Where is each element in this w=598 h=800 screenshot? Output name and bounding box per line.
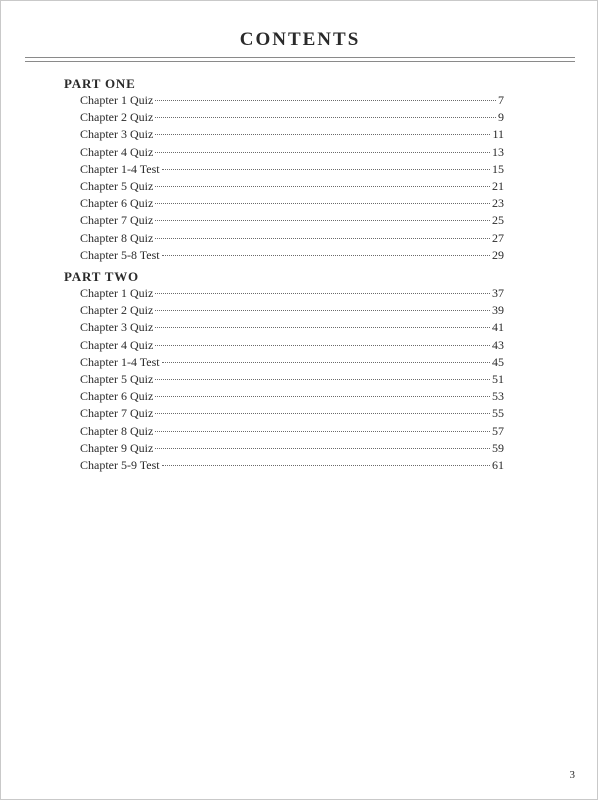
dot-leader: [155, 152, 490, 153]
dot-leader: [155, 238, 490, 239]
toc-entry: [64, 247, 504, 264]
page-title: CONTENTS: [239, 29, 361, 50]
toc-entry-label: Chapter 1 Quiz: [80, 93, 154, 107]
toc-entry-label: Chapter 1 Quiz: [80, 286, 154, 300]
toc-entry-label: Chapter 6 Quiz: [80, 389, 154, 404]
toc-entry: [64, 354, 504, 371]
toc-entry-page: 15: [492, 161, 504, 176]
title-rule-bottom: [25, 61, 575, 62]
toc-entry-label: Chapter 7 Quiz: [80, 406, 154, 421]
toc-entry-label: Chapter 3 Quiz: [80, 127, 154, 142]
toc-entry-label: Chapter 2 Quiz: [80, 110, 154, 125]
toc-entry-label: Chapter 1-4 Test: [80, 354, 160, 369]
dot-leader: [155, 134, 490, 135]
dot-leader: [162, 255, 490, 256]
dot-leader: [155, 310, 490, 311]
toc-entry-page: 55: [492, 406, 504, 421]
toc-entry: [64, 212, 504, 229]
toc-entry-label: Chapter 4 Quiz: [80, 337, 154, 352]
dot-leader: [155, 186, 490, 187]
toc-entry-page: 21: [492, 178, 504, 193]
toc-entry: [64, 319, 504, 336]
dot-leader: [162, 362, 490, 363]
toc-entry-label: Chapter 8 Quiz: [80, 423, 154, 438]
part-two-section: [64, 269, 504, 474]
dot-leader: [155, 203, 490, 204]
toc-entry-page: 9: [498, 110, 504, 125]
toc-entry-page: 57: [492, 423, 504, 438]
toc-entry: [64, 109, 504, 126]
toc-entry-page: 13: [492, 144, 504, 159]
toc-entry: [64, 285, 504, 302]
toc-entry-label: Chapter 3 Quiz: [80, 320, 154, 335]
toc-entry: [64, 337, 504, 354]
toc-entry-page: 25: [492, 213, 504, 228]
toc-entry: [64, 302, 504, 319]
toc-entry: [64, 161, 504, 178]
toc-list: [64, 92, 504, 264]
toc-entry-label: Chapter 5 Quiz: [80, 371, 154, 386]
toc-entry: [64, 144, 504, 161]
toc-entry: [64, 92, 504, 109]
toc-entry-label: Chapter 5 Quiz: [80, 178, 154, 193]
toc-list: [64, 285, 504, 474]
dot-leader: [155, 100, 496, 101]
toc-entry: [64, 440, 504, 457]
title-rule-top: [25, 57, 575, 58]
dot-leader: [162, 465, 490, 466]
toc-entry-label: Chapter 5-8 Test: [80, 247, 160, 262]
toc-entry-label: Chapter 5-9 Test: [80, 457, 160, 472]
toc-entry-page: 39: [492, 303, 504, 318]
dot-leader: [155, 431, 490, 432]
toc-entry-page: 45: [492, 354, 504, 369]
toc-entry-page: 7: [498, 93, 504, 107]
toc-entry-label: Chapter 4 Quiz: [80, 144, 154, 159]
dot-leader: [155, 117, 496, 118]
toc-entry: [64, 405, 504, 422]
dot-leader: [155, 327, 490, 328]
toc-entry-page: 41: [492, 320, 504, 335]
dot-leader: [155, 379, 490, 380]
dot-leader: [155, 413, 490, 414]
dot-leader: [162, 169, 490, 170]
dot-leader: [155, 345, 490, 346]
dot-leader: [155, 220, 490, 221]
toc-entry-page: 51: [492, 371, 504, 386]
toc-entry-page: 27: [492, 230, 504, 245]
toc-entry: [64, 178, 504, 195]
toc-entry: [64, 195, 504, 212]
toc-entry-label: Chapter 6 Quiz: [80, 196, 154, 211]
toc-entry-page: 53: [492, 389, 504, 404]
toc-entry-page: 29: [492, 247, 504, 262]
toc-entry-label: Chapter 8 Quiz: [80, 230, 154, 245]
toc-entry: [64, 423, 504, 440]
toc-entry: [64, 126, 504, 143]
dot-leader: [155, 396, 490, 397]
dot-leader: [155, 293, 490, 294]
toc-entry-page: 43: [492, 337, 504, 352]
toc-entry-page: 23: [492, 196, 504, 211]
toc-entry-label: Chapter 2 Quiz: [80, 303, 154, 318]
toc-entry-label: Chapter 7 Quiz: [80, 213, 154, 228]
toc-entry-label: Chapter 1-4 Test: [80, 161, 160, 176]
toc-entry-page: 61: [492, 457, 504, 472]
toc-entry: [64, 388, 504, 405]
toc-entry: [64, 230, 504, 247]
page-number: 3: [569, 769, 575, 781]
toc-entry: [64, 371, 504, 388]
toc-entry-page: 37: [492, 286, 504, 300]
toc-entry: [64, 457, 504, 474]
toc-entry-label: Chapter 9 Quiz: [80, 440, 154, 455]
toc-entry-page: 59: [492, 440, 504, 455]
dot-leader: [155, 448, 490, 449]
part-heading: PART ONE: [64, 76, 136, 91]
toc-entry-page: 11: [492, 127, 504, 142]
part-one-section: [64, 76, 504, 264]
part-heading: PART TWO: [64, 269, 139, 284]
